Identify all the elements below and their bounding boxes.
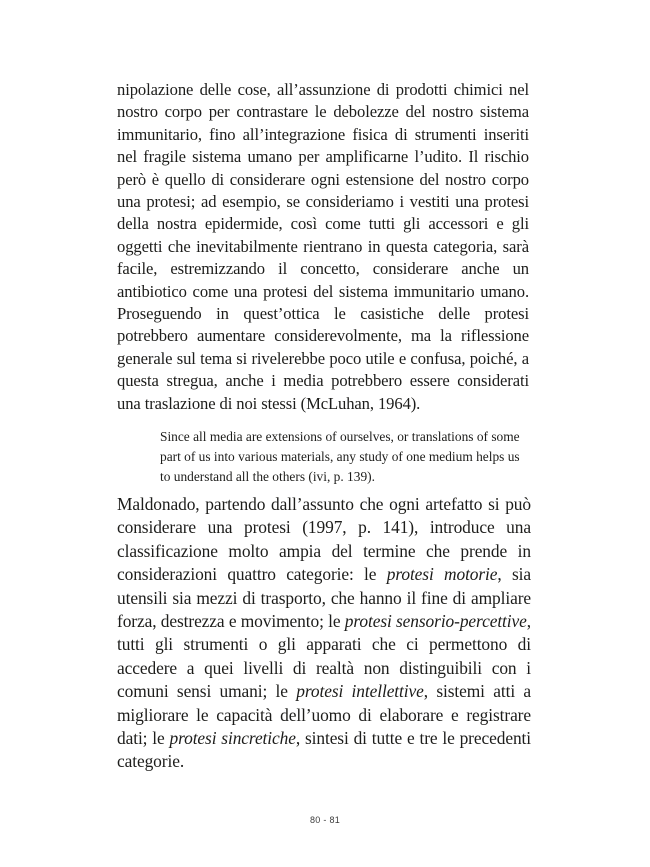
- block-quote: Since all media are extensions of ourselves, or translations of some part of us into various materials, any study of one medium helps us to understand all the others (ivi, p. 139).: [160, 429, 520, 484]
- paragraph-2-part-3: , tutti gli strumenti o gli apparati che ci permettono di accedere a quei livelli di realtà non distinguibili con i comuni sensi umani; le: [117, 611, 531, 702]
- term-protesi-intellettive: protesi intellettive: [296, 681, 424, 702]
- paragraph-2-part-5: , sintesi di tutte e tre le precedenti categorie.: [117, 728, 532, 772]
- term-protesi-sensorio-percettive: protesi sensorio-percettive: [344, 611, 527, 632]
- paragraph-2-part-2: , sia utensili sia mezzi di trasporto, che hanno il fine di ampliare forza, destrezza e movimento; le: [117, 564, 532, 632]
- paragraph-1: nipolazione delle cose, all’assunzione di prodotti chimici nel nostro corpo per contrastare le debolezze del nostro sistema immunitario, fino all’integrazione fisica di strumenti inseriti nel fragile sistema umano per amplificarne l’udito. Il rischio però è quello di considerare ogni estensione del nostro corpo una protesi; ad esempio, se consideriamo i vestiti una protesi della nostra epidermide, così come tutti gli accessori e gli oggetti che inevitabilmente rientrano in questa categoria, sarà facile, estremizzando il concetto, considerare anche un antibiotico come una protesi del sistema immunitario umano. Proseguendo in quest’ottica le casistiche delle protesi potrebbero aumentare considerevolmente, ma la riflessione generale sul tema si rivelerebbe poco utile e confusa, poiché, a questa stregua, anche i media potrebbero essere considerati una traslazione di noi stessi (McLuhan, 1964).: [117, 80, 529, 413]
- term-protesi-motorie: protesi motorie: [386, 564, 498, 585]
- paragraph-2-part-4: , sistemi atti a migliorare le capacità dell’uomo di elaborare e registrare dati; le: [117, 681, 532, 749]
- term-protesi-sincretiche: protesi sincretiche: [169, 728, 296, 749]
- paragraph-2-part-1: Maldonado, partendo dall’assunto che ogni artefatto si può considerare una protesi (1997, p. 141), introduce una classificazione molto ampia del termine che prende in considerazioni quattro categorie: le: [117, 494, 531, 585]
- paragraph-2: [117, 493, 531, 774]
- page-number: 80 - 81: [309, 815, 341, 825]
